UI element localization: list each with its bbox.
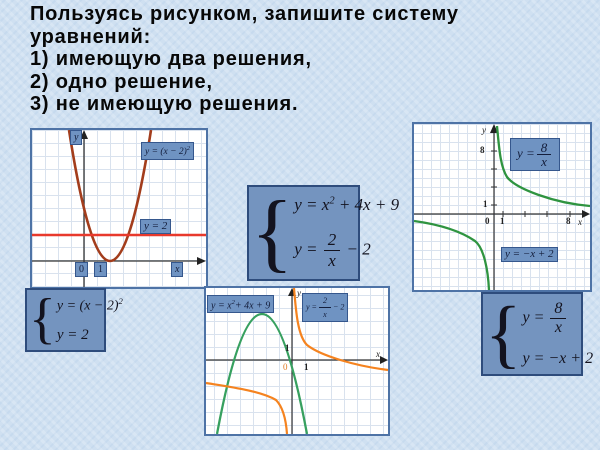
x-axis-label: x	[578, 217, 582, 227]
x-axis-arrow-icon	[197, 257, 206, 265]
title-line: уравнений:	[30, 25, 152, 48]
x-tick-8-label: 8	[566, 216, 571, 226]
y-axis-label: y	[70, 130, 82, 145]
hyperbola8-plot	[414, 124, 590, 290]
graph-parabola-and-line	[30, 128, 208, 289]
fraction: $\frac{8}{x}$	[537, 141, 552, 168]
brace-icon: {	[29, 288, 56, 351]
equation-quadratic: $y = x^2 + 4x + 9$	[294, 194, 400, 214]
y-axis-label: y	[297, 288, 301, 298]
fraction: $\frac{8}{x}$	[550, 300, 566, 337]
equation-linear: y = −x + 2	[522, 349, 594, 367]
equation-hyperbola8: y = $\frac{8}{x}$	[522, 300, 593, 337]
graph-hyperbola8	[412, 122, 592, 292]
graph-quadratic-and-hyperbola	[204, 286, 390, 436]
parabola-equation-tag: $y = (x - 2)^2$	[141, 142, 194, 160]
hyperbola8-equation-tag: y = $\frac{8}{x}$	[510, 138, 560, 171]
title-line: 3) не имеющую решения.	[30, 93, 299, 115]
y-axis-label: y	[482, 125, 486, 135]
x-axis-arrow-icon	[582, 210, 590, 218]
x-axis-arrow-icon	[380, 356, 388, 364]
brace-icon: {	[251, 183, 294, 281]
system-hyperbola-linear	[481, 291, 594, 376]
quadratic-equation-tag: $y = x^2+ 4x + 9$	[207, 295, 274, 313]
y-tick-8-label: 8	[480, 145, 485, 155]
green-parabola-curve	[217, 314, 307, 434]
system-parabola-line	[25, 288, 123, 352]
parabola-curve	[69, 130, 151, 261]
x-axis-label: x	[376, 349, 380, 359]
line-equation-tag: y = 2	[140, 219, 171, 234]
title-line: 2) одно решение,	[30, 70, 213, 93]
fraction: $\frac{2}{x}$	[319, 294, 331, 321]
linear-equation-tag: y = −x + 2	[501, 247, 558, 262]
origin-label: 0	[485, 216, 490, 226]
fraction: $\frac{2}{x}$	[324, 230, 341, 271]
equation-hyperbola2: y = $\frac{2}{x}$ − 2	[294, 230, 371, 271]
system-quadratic-hyperbola	[247, 183, 400, 281]
x-axis-label: x	[171, 262, 183, 277]
hyperbola2-equation-tag: y = $\frac{2}{x}$ − 2	[302, 293, 348, 322]
y-tick-1-label: 1	[285, 343, 290, 353]
title-line: Пользуясь рисунком, запишите систему	[30, 3, 459, 25]
equation-parabola: $y = (x - 2)^2$	[56, 296, 123, 314]
equation-hline: y = 2	[56, 326, 89, 343]
y-tick-1-label: 1	[483, 199, 488, 209]
brace-icon: {	[485, 291, 522, 376]
origin-label: 0	[283, 362, 288, 372]
x-tick-1-label: 1	[500, 216, 505, 226]
green-hyperbola-lower-branch	[414, 221, 489, 290]
x-tick-1-label: 1	[94, 262, 107, 277]
origin-label: 0	[75, 262, 88, 277]
x-tick-1-label: 1	[304, 362, 309, 372]
title-line: 1) имеющую два решения,	[30, 48, 312, 70]
page-title	[30, 3, 570, 116]
